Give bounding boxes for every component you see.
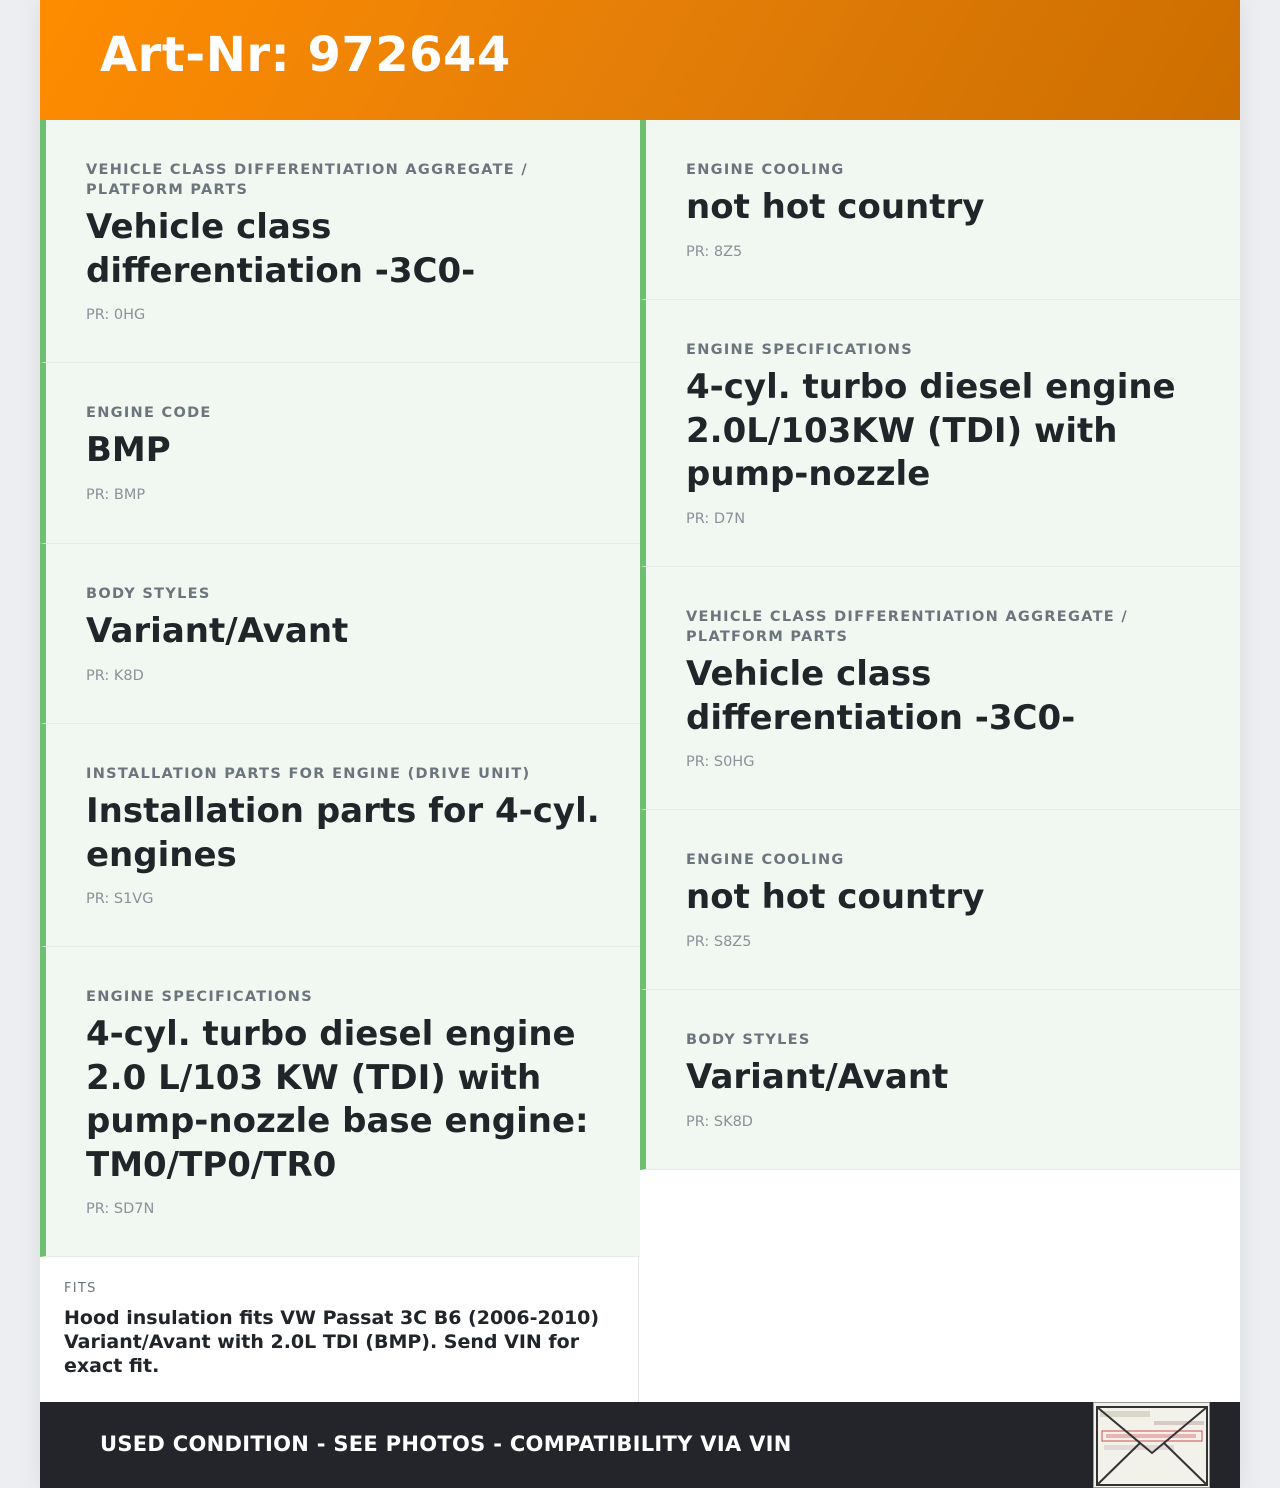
spec-category: VEHICLE CLASS DIFFERENTIATION AGGREGATE / PLATFORM PARTS	[686, 609, 1128, 645]
spec-value: 4-cyl. turbo diesel engine 2.0L/103KW (TDI) with pump-nozzle	[686, 367, 1176, 494]
article-number-title: Art-Nr: 972644	[100, 27, 511, 83]
spec-category: ENGINE CODE	[86, 405, 212, 421]
spec-value: Vehicle class differentiation -3C0-	[86, 207, 476, 291]
left-spec-column	[40, 120, 640, 1257]
spec-value: Variant/Avant	[686, 1057, 949, 1097]
spec-value: 4-cyl. turbo diesel engine 2.0 L/103 KW (TDI) with pump-nozzle base engine: TM0/TP0/TR0	[86, 1014, 589, 1185]
spec-category: BODY STYLES	[86, 586, 211, 602]
spec-card	[40, 544, 640, 724]
right-spec-column	[640, 120, 1240, 1170]
pr-code: PR: S0HG	[686, 754, 755, 770]
spec-value: not hot country	[686, 877, 985, 917]
spec-card	[640, 990, 1240, 1170]
fits-label: FITS	[64, 1281, 97, 1296]
fits-box	[40, 1257, 639, 1402]
spec-card	[640, 300, 1240, 567]
pr-code: PR: BMP	[86, 486, 146, 503]
pr-code: PR: S8Z5	[686, 933, 752, 950]
spec-category: BODY STYLES	[686, 1032, 811, 1048]
spec-category: INSTALLATION PARTS FOR ENGINE (DRIVE UNIT)	[86, 766, 531, 782]
spec-card	[640, 567, 1240, 810]
pr-code: PR: D7N	[686, 510, 746, 527]
spec-value: Vehicle class differentiation -3C0-	[686, 654, 1076, 738]
product-sheet	[40, 0, 1240, 1488]
spec-card	[640, 810, 1240, 990]
spec-value: BMP	[86, 430, 171, 470]
pr-code: PR: SK8D	[686, 1113, 753, 1130]
spec-card	[40, 363, 640, 544]
spec-category: ENGINE SPECIFICATIONS	[686, 342, 913, 358]
spec-card	[40, 724, 640, 947]
spec-category: ENGINE COOLING	[686, 852, 845, 868]
spec-card	[40, 120, 640, 363]
spec-category: ENGINE COOLING	[686, 162, 845, 178]
pr-code: PR: S1VG	[86, 891, 154, 907]
spec-card	[640, 120, 1240, 300]
condition-note: USED CONDITION - SEE PHOTOS - COMPATIBILITY VIA VIN	[100, 1432, 792, 1456]
pr-code: PR: 8Z5	[686, 243, 743, 260]
spec-value: not hot country	[686, 187, 985, 227]
spec-category: VEHICLE CLASS DIFFERENTIATION AGGREGATE / PLATFORM PARTS	[86, 162, 528, 198]
spec-card	[40, 947, 640, 1257]
envelope-photo-icon[interactable]	[1093, 1402, 1210, 1488]
header-bar	[40, 0, 1240, 120]
footer-bar	[40, 1402, 1240, 1488]
spec-category: ENGINE SPECIFICATIONS	[86, 989, 313, 1005]
pr-code: PR: SD7N	[86, 1201, 155, 1217]
pr-code: PR: 0HG	[86, 307, 146, 323]
fits-text: Hood insulation fits VW Passat 3C B6 (2006-2010) Variant/Avant with 2.0L TDI (BMP). Send VIN for exact fit.	[64, 1307, 600, 1377]
spec-value: Variant/Avant	[86, 611, 349, 651]
spec-value: Installation parts for 4-cyl. engines	[86, 791, 600, 875]
pr-code: PR: K8D	[86, 667, 144, 684]
